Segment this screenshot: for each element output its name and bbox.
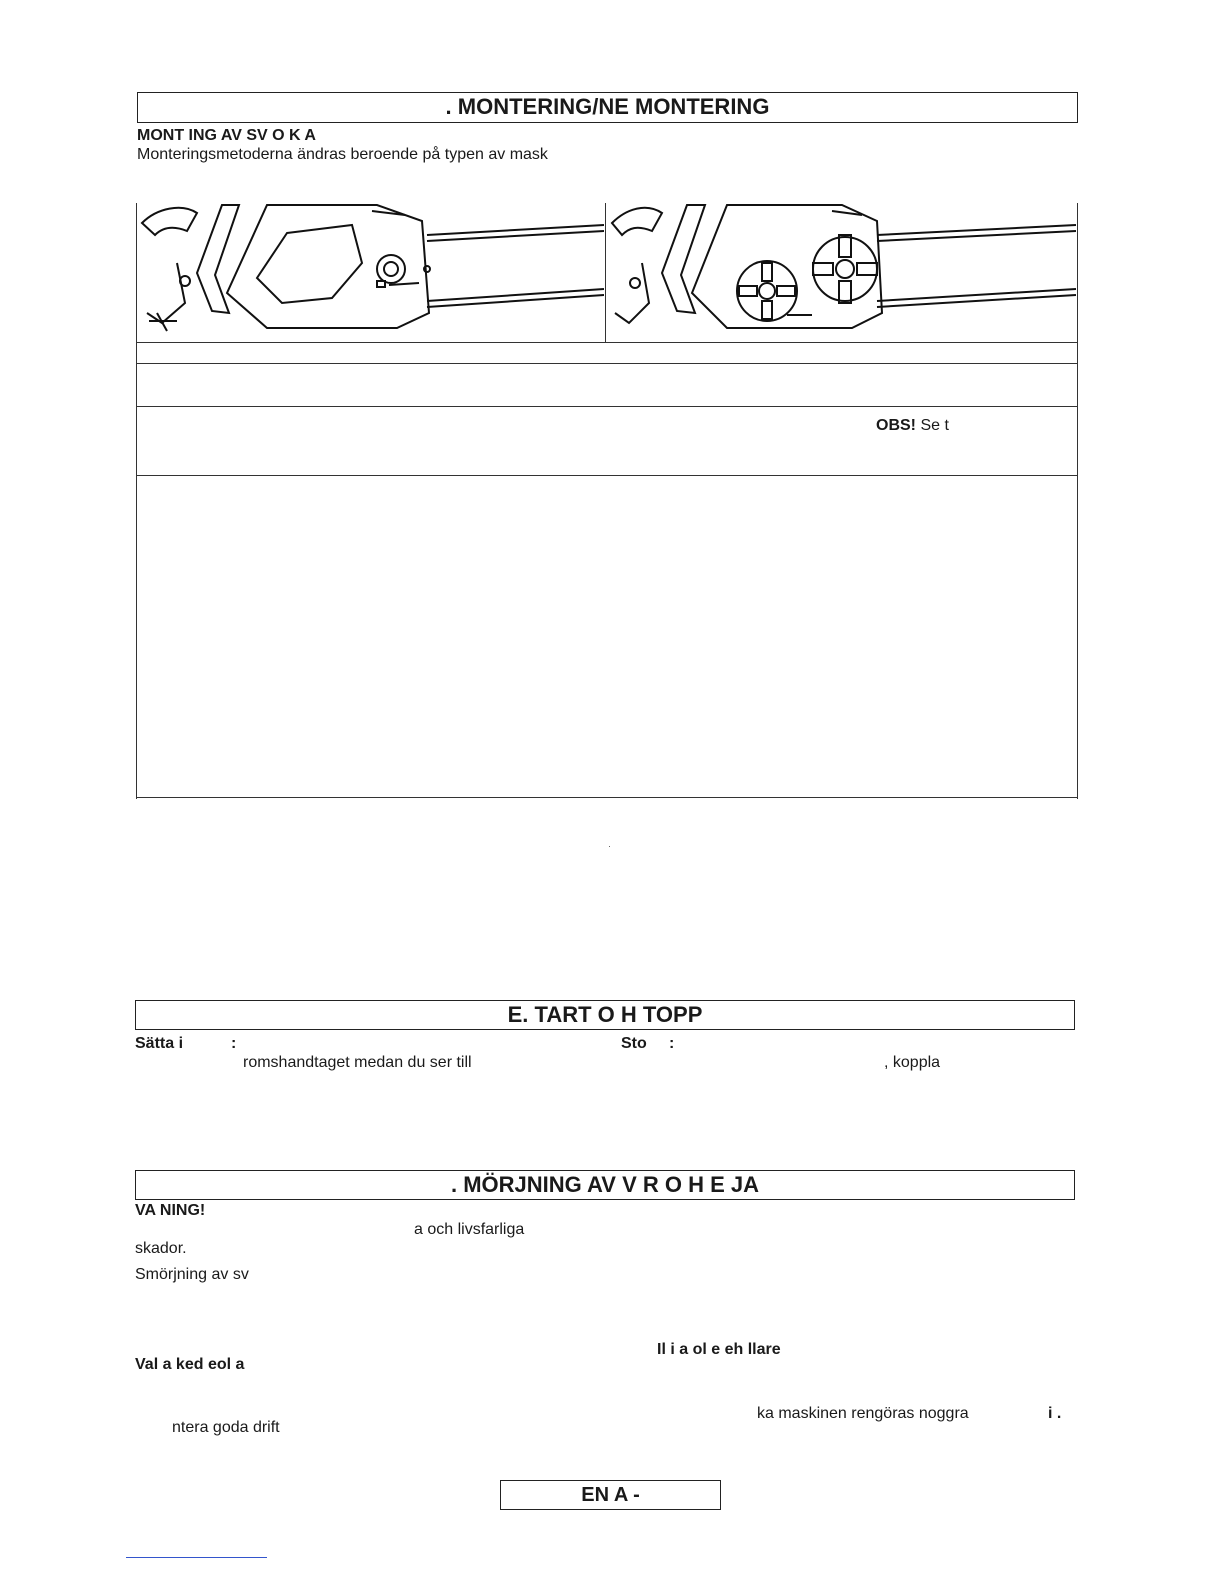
page-number-label: EN A -	[581, 1484, 640, 1506]
danger-text: a och livsfarliga	[414, 1221, 525, 1238]
page-number-box	[500, 1480, 721, 1510]
injury-text: skador.	[135, 1240, 187, 1257]
warning-label: VA NING!	[135, 1202, 206, 1219]
section-title-start-stop	[135, 1000, 1075, 1030]
oil-tank-heading: Il i a ol e eh llare	[657, 1341, 781, 1358]
chainsaw-cover-open-illustration	[607, 203, 1076, 341]
clean-text-end: i .	[1048, 1405, 1062, 1422]
footer-link-underline[interactable]	[126, 1557, 267, 1558]
lube-text: Smörjning av sv	[135, 1266, 249, 1283]
stray-dot	[609, 846, 610, 847]
section-title-assembly-text: . MONTERING/NE MONTERING	[445, 94, 770, 119]
stop-label: Sto	[621, 1035, 647, 1052]
assembly-subtitle: MONT ING AV SV O K A	[137, 127, 316, 144]
stop-colon: :	[669, 1035, 675, 1052]
section-title-lubrication-text: . MÖRJNING AV V R O H E JA	[450, 1172, 760, 1197]
start-label: Sätta i	[135, 1035, 184, 1052]
obs-note	[876, 416, 949, 435]
clean-text: ka maskinen rengöras noggra	[757, 1405, 969, 1422]
obs-text: Se t	[920, 417, 949, 434]
section-title-lubrication	[135, 1170, 1075, 1200]
operation-text: ntera goda drift	[172, 1419, 280, 1436]
stop-text-line: , koppla	[884, 1054, 941, 1071]
chainsaw-cover-closed-illustration	[137, 203, 604, 341]
start-colon: :	[231, 1035, 237, 1052]
chain-oil-heading: Val a ked eol a	[135, 1356, 245, 1373]
section-title-assembly	[137, 92, 1078, 123]
section-title-start-stop-text: E. TART O H TOPP	[507, 1002, 703, 1027]
figure-grid	[136, 203, 1078, 799]
obs-label: OBS!	[876, 417, 916, 434]
start-text-line: romshandtaget medan du ser till	[243, 1054, 472, 1071]
assembly-intro: Monteringsmetoderna ändras beroende på typen av mask	[137, 146, 548, 163]
